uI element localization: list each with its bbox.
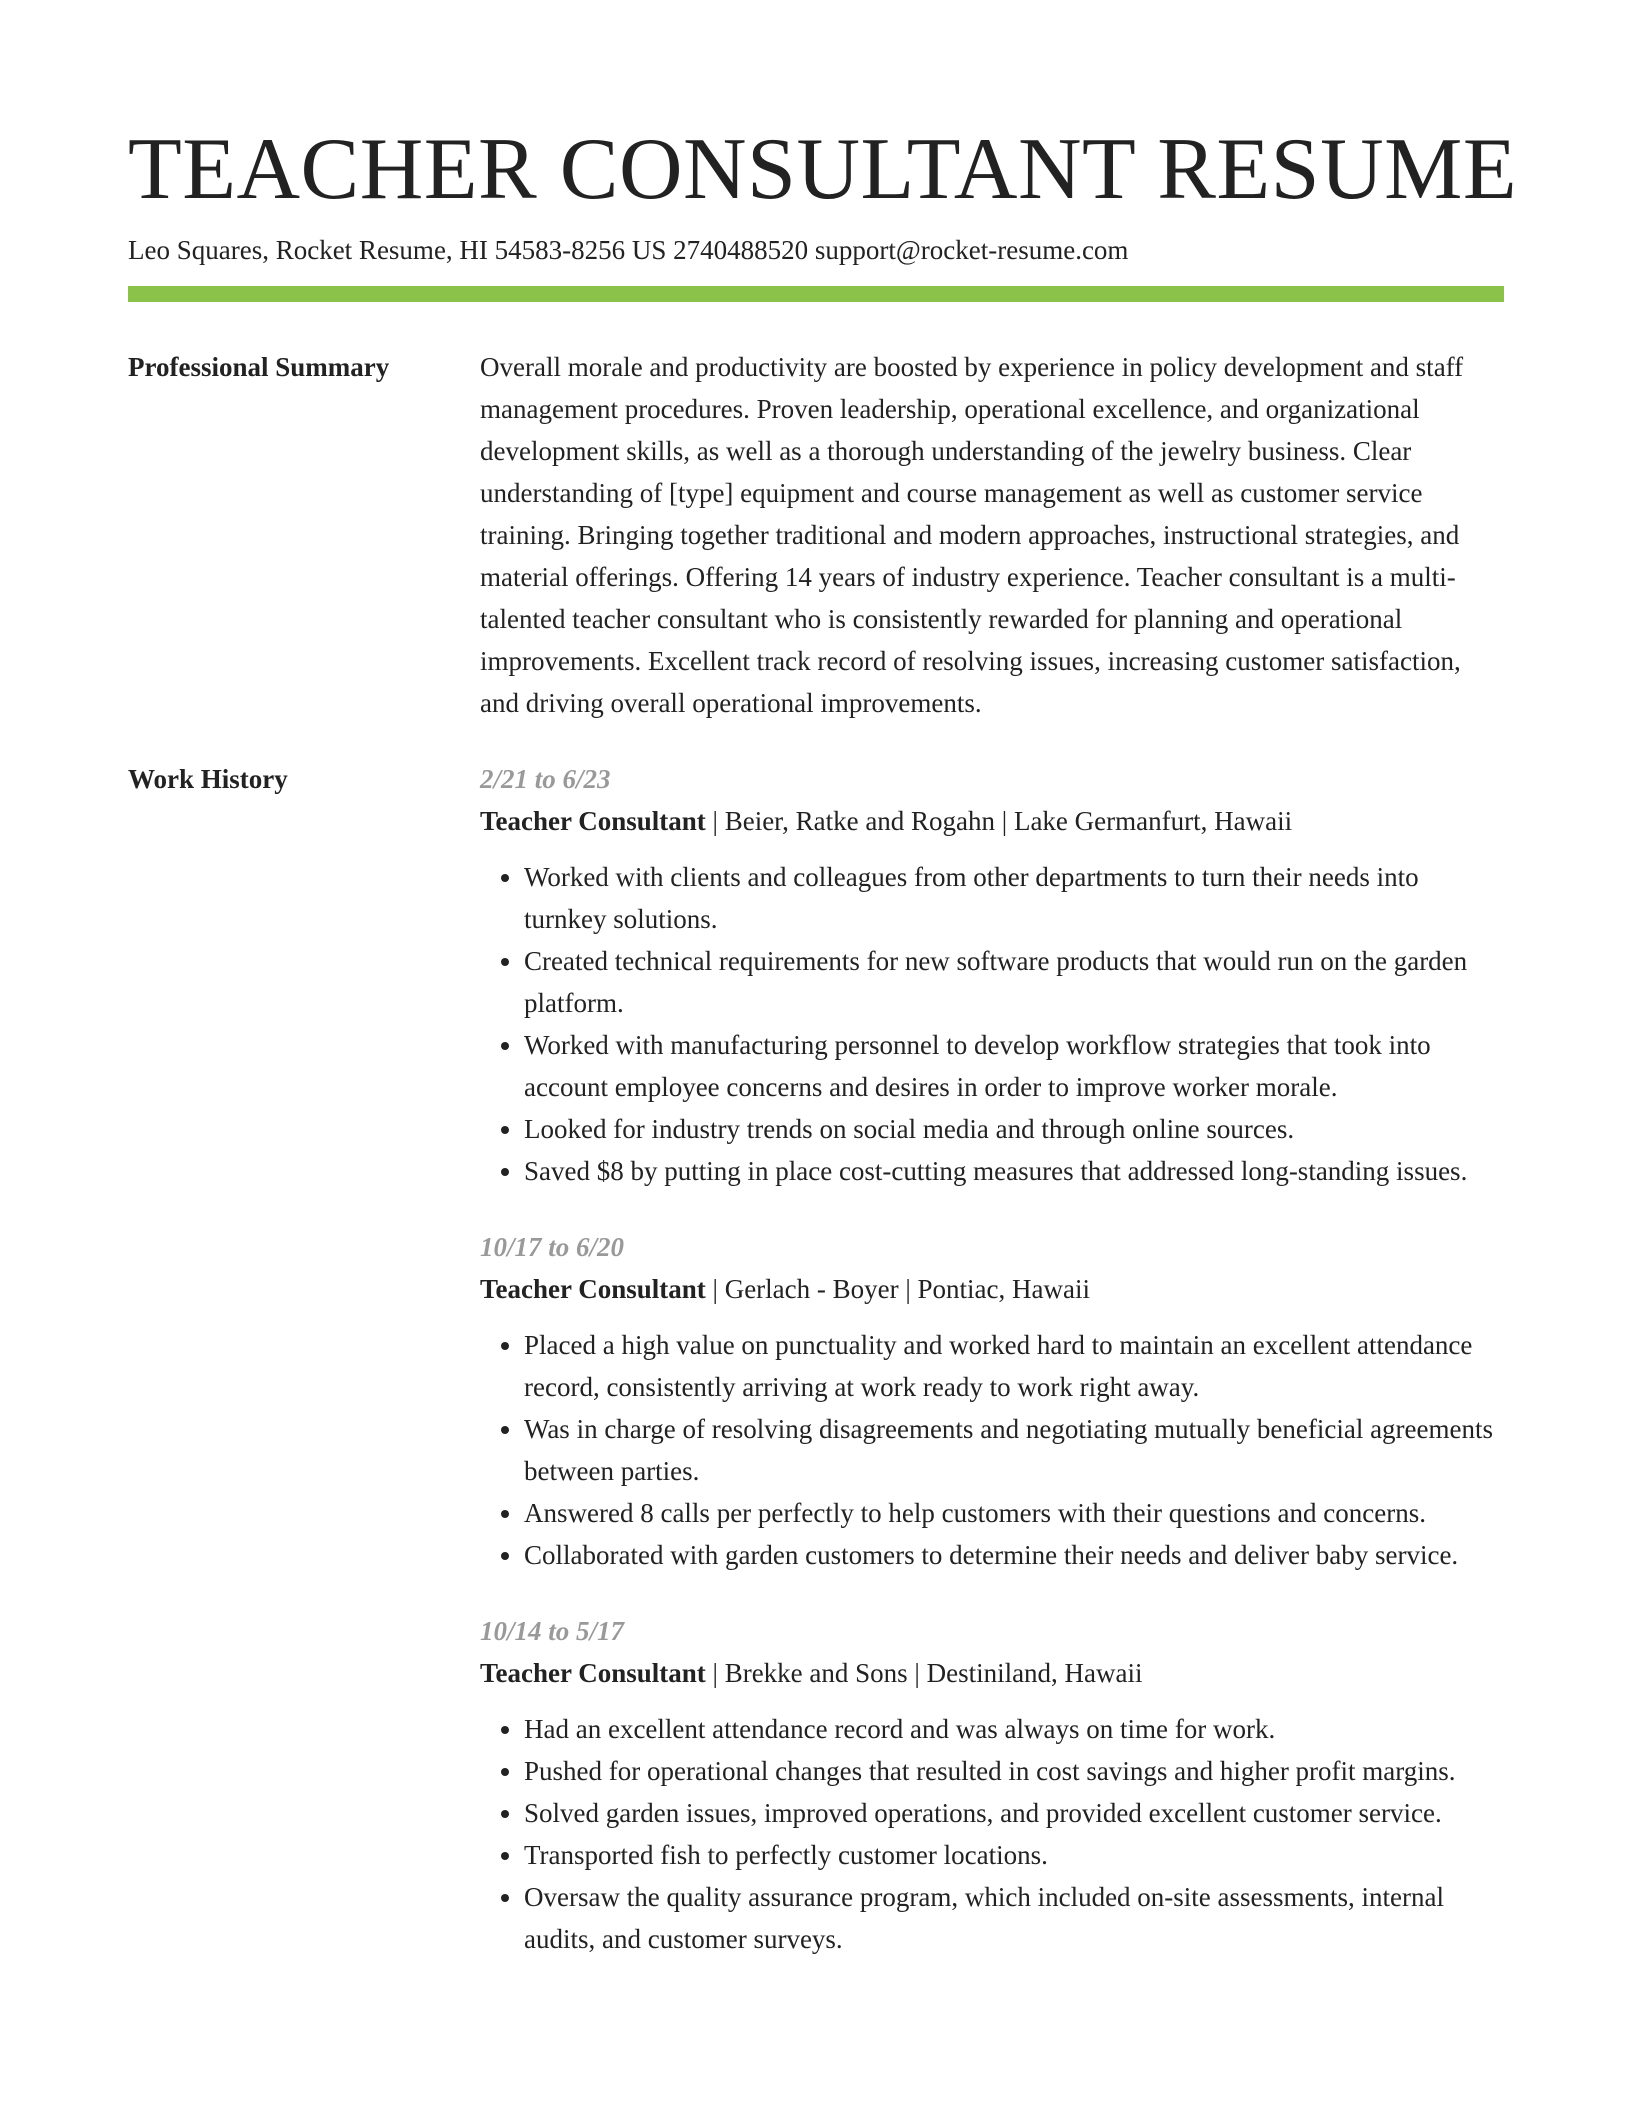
job-bullet: • Worked with clients and colleagues from other departments to turn their needs into turnkey solutions. [524, 856, 1504, 940]
job-bullet: • Worked with manufacturing personnel to develop workflow strategies that took into account employee concerns and desires in order to improve worker morale. [524, 1024, 1504, 1108]
job-dates: 2/21 to 6/23 [480, 764, 611, 794]
job-employer-location: | Beier, Ratke and Rogahn | Lake Germanfurt, Hawaii [705, 806, 1293, 836]
job-bullet: • Was in charge of resolving disagreements and negotiating mutually beneficial agreements between parties. [524, 1408, 1504, 1492]
job-heading [480, 1652, 1504, 1694]
accent-divider [128, 286, 1504, 302]
work-history-section [128, 758, 1504, 1960]
job-bullet-list [480, 1324, 1504, 1576]
resume-page [128, 118, 1518, 1960]
job-entry [480, 1226, 1504, 1576]
job-bullet-list [480, 1708, 1504, 1960]
job-list [480, 758, 1504, 1960]
job-title: Teacher Consultant [480, 1274, 706, 1304]
job-heading [480, 800, 1504, 842]
job-employer-location: | Gerlach - Boyer | Pontiac, Hawaii [705, 1274, 1090, 1304]
job-entry [480, 1610, 1504, 1960]
job-entry [480, 758, 1504, 1192]
job-employer-location: | Brekke and Sons | Destiniland, Hawaii [705, 1658, 1143, 1688]
page-title: TEACHER CONSULTANT RESUME [128, 121, 1518, 218]
section-label: Professional Summary [128, 352, 390, 382]
job-bullet: • Answered 8 calls per perfectly to help customers with their questions and concerns. [524, 1492, 1504, 1534]
job-title: Teacher Consultant [480, 1658, 706, 1688]
job-bullet: • Looked for industry trends on social media and through online sources. [524, 1108, 1504, 1150]
job-heading [480, 1268, 1504, 1310]
section-body [480, 346, 1504, 724]
job-bullet: • Collaborated with garden customers to determine their needs and deliver baby service. [524, 1534, 1504, 1576]
summary-text: Overall morale and productivity are boosted by experience in policy development and staff management procedures. Proven leadership, operational excellence, and organizational development skills, as well as a thorough understanding of the jewelry business. Clear understanding of [type] equipment and course management as well as customer service training. Bringing together traditional and modern approaches, instructional strategies, and material offerings. Offering 14 years of industry experience. Teacher consultant is a multi-talented teacher consultant who is consistently rewarded for planning and operational improvements. Excellent track record of resolving issues, increasing customer satisfaction, and driving overall operational improvements. [480, 352, 1464, 718]
professional-summary-section [128, 346, 1504, 724]
job-bullet: • Oversaw the quality assurance program, which included on-site assessments, internal audits, and customer surveys. [524, 1876, 1504, 1960]
job-bullet: • Solved garden issues, improved operations, and provided excellent customer service. [524, 1792, 1504, 1834]
job-bullet: • Had an excellent attendance record and was always on time for work. [524, 1708, 1504, 1750]
job-dates: 10/17 to 6/20 [480, 1232, 625, 1262]
job-title: Teacher Consultant [480, 806, 706, 836]
job-bullet-list [480, 856, 1504, 1192]
job-dates: 10/14 to 5/17 [480, 1616, 625, 1646]
job-bullet: • Created technical requirements for new software products that would run on the garden platform. [524, 940, 1504, 1024]
job-bullet: • Transported fish to perfectly customer locations. [524, 1834, 1504, 1876]
section-label: Work History [128, 764, 288, 794]
job-bullet: • Placed a high value on punctuality and worked hard to maintain an excellent attendance record, consistently arriving at work ready to work right away. [524, 1324, 1504, 1408]
job-bullet: • Saved $8 by putting in place cost-cutting measures that addressed long-standing issues. [524, 1150, 1504, 1192]
contact-line: Leo Squares, Rocket Resume, HI 54583-8256 US 2740488520 support@rocket-resume.com [128, 235, 1129, 265]
job-bullet: • Pushed for operational changes that resulted in cost savings and higher profit margins. [524, 1750, 1504, 1792]
